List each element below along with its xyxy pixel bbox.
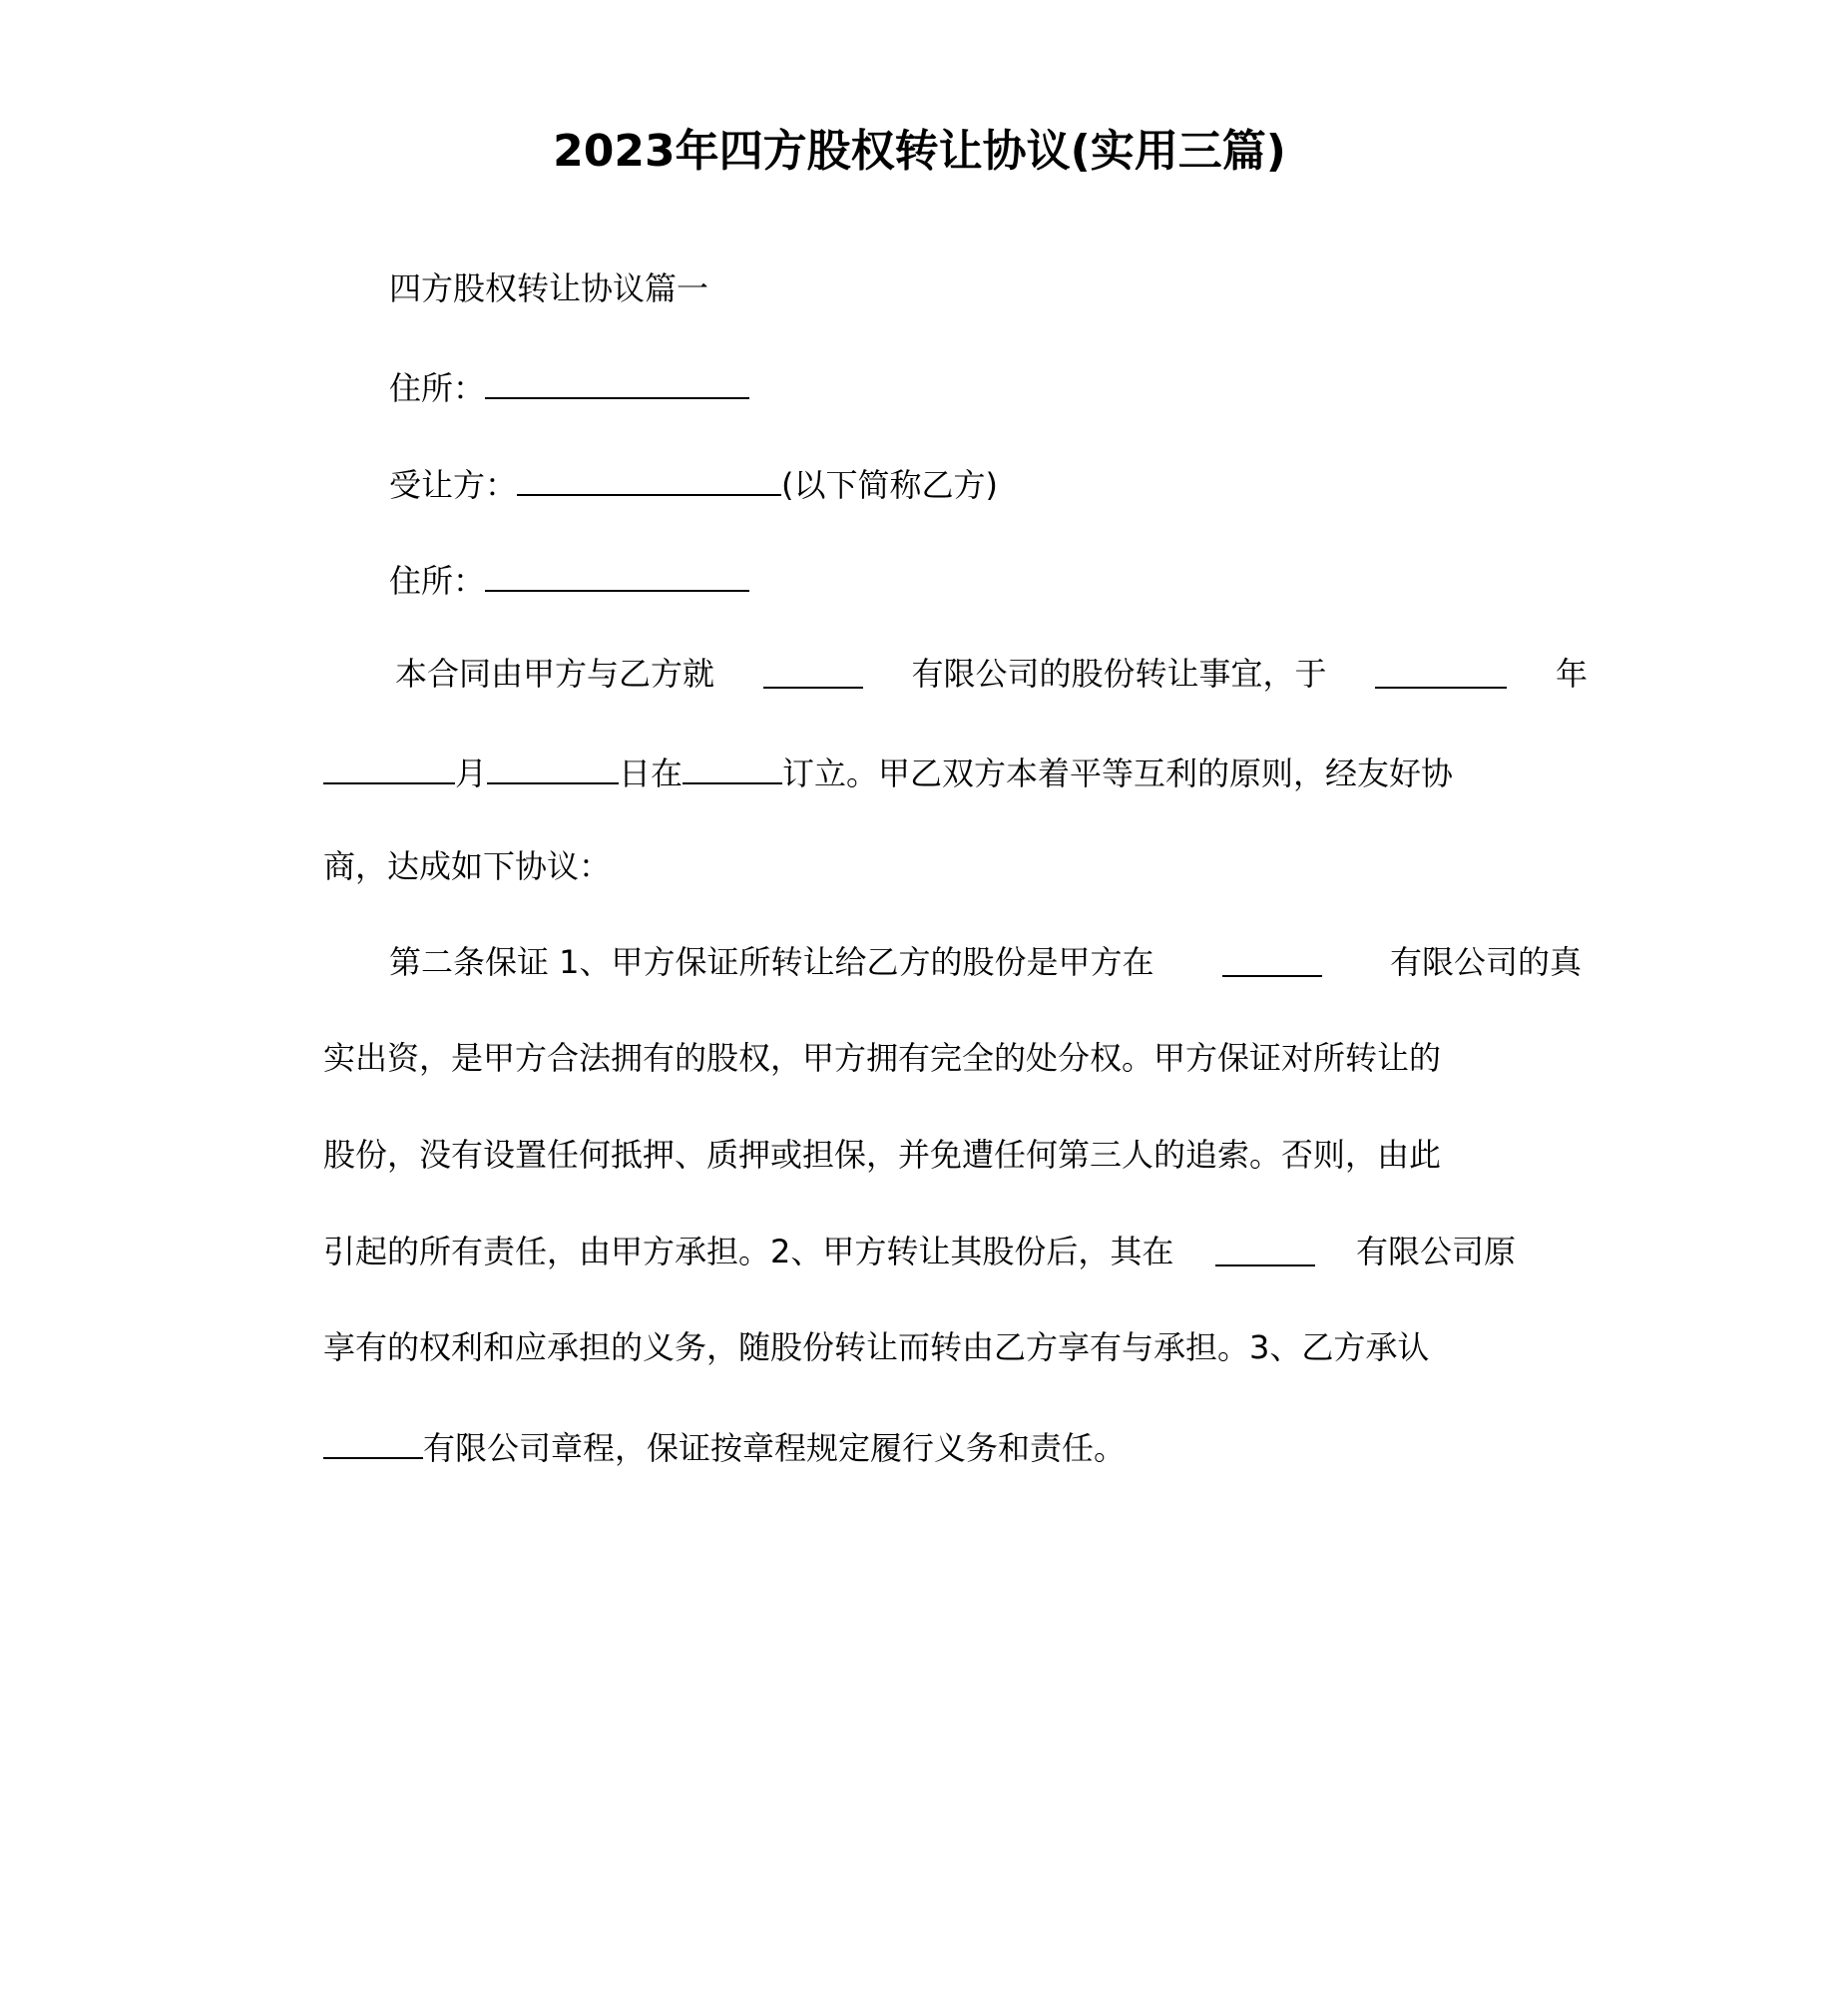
text-segment: 月	[455, 755, 488, 792]
residence-line-1	[323, 364, 1582, 407]
text-segment: 商，达成如下协议：	[323, 847, 612, 885]
section-heading	[323, 268, 1582, 308]
text-segment: 年	[1555, 655, 1588, 693]
place-blank	[683, 750, 782, 784]
paragraph-1-line-2	[323, 750, 1516, 792]
residence-line-2	[323, 557, 1582, 600]
paragraph-2-line-3	[323, 1135, 1516, 1175]
company-blank	[323, 1424, 423, 1459]
year-blank	[1375, 654, 1507, 689]
residence-label: 住所：	[389, 562, 486, 600]
text-segment: 有限公司原	[1355, 1233, 1516, 1270]
day-blank	[487, 750, 619, 784]
paragraph-2-line-4	[323, 1232, 1516, 1271]
paragraph-1-line-1	[323, 654, 1588, 694]
paragraph-2-line-6	[323, 1424, 1516, 1467]
text-segment: 第二条保证 1、甲方保证所转让给乙方的股份是甲方在	[389, 943, 1154, 981]
company-blank	[763, 654, 863, 689]
text-segment: 本合同由甲方与乙方就	[395, 655, 715, 693]
text-segment: 实出资，是甲方合法拥有的股权，甲方拥有完全的处分权。甲方保证对所转让的	[323, 1039, 1442, 1077]
text-segment: 有限公司章程，保证按章程规定履行义务和责任。	[423, 1429, 1127, 1467]
company-blank	[1222, 942, 1322, 977]
section-heading-text: 四方股权转让协议篇一	[389, 269, 709, 307]
residence-blank	[485, 557, 749, 592]
text-segment: 有限公司的股份转让事宜，于	[911, 655, 1327, 693]
residence-blank	[485, 364, 749, 399]
transferee-label: 受让方：	[389, 466, 518, 504]
document-title: 2023年四方股权转让协议(实用三篇)	[553, 126, 1286, 177]
paragraph-1-line-3	[323, 846, 1516, 886]
transferee-blank	[517, 461, 781, 496]
text-segment: 订立。甲乙双方本着平等互利的原则，经友好协	[782, 755, 1454, 792]
paragraph-2-line-1	[323, 942, 1582, 982]
transferee-note: (以下简称乙方)	[781, 466, 998, 504]
month-blank	[323, 750, 455, 784]
paragraph-2-line-5	[323, 1327, 1516, 1367]
text-segment: 股份，没有设置任何抵押、质押或担保，并免遭任何第三人的追索。否则，由此	[323, 1136, 1442, 1174]
text-segment: 有限公司的真	[1389, 943, 1582, 981]
text-segment: 日在	[619, 755, 684, 792]
transferee-line	[323, 461, 1582, 504]
text-segment: 引起的所有责任，由甲方承担。2、甲方转让其股份后，其在	[323, 1233, 1174, 1270]
residence-label: 住所：	[389, 369, 486, 407]
company-blank	[1215, 1232, 1315, 1266]
paragraph-2-line-2	[323, 1038, 1516, 1078]
text-segment: 享有的权利和应承担的义务，随股份转让而转由乙方享有与承担。3、乙方承认	[323, 1328, 1430, 1366]
